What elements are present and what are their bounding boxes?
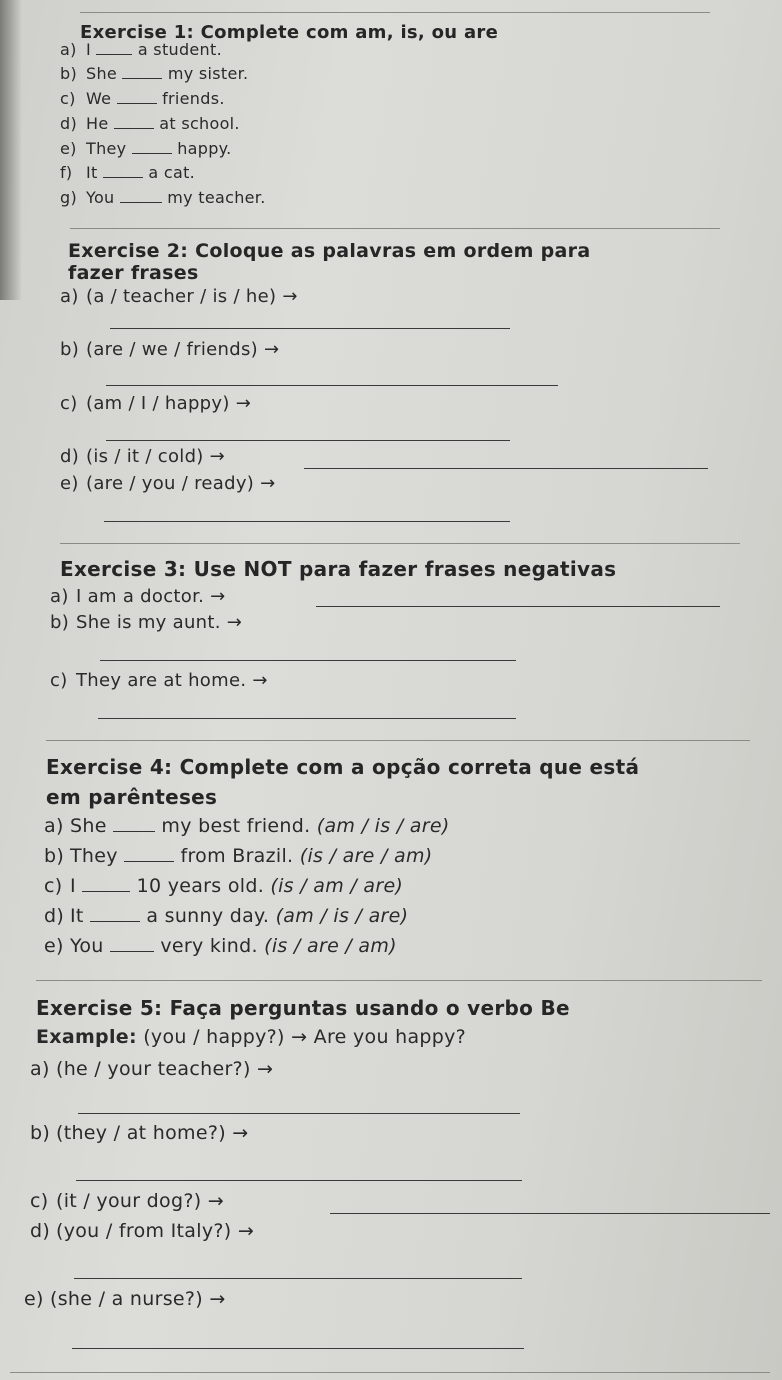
ex1-item-a: a) I a student. <box>60 40 222 59</box>
answer-blank[interactable] <box>113 830 155 832</box>
answer-blank[interactable] <box>132 152 172 154</box>
ex4-item-a: a) She my best friend. (am / is / are) <box>44 815 450 837</box>
divider <box>10 1372 770 1373</box>
answer-line[interactable] <box>330 1213 770 1214</box>
answer-line[interactable] <box>78 1113 520 1114</box>
ex2-item-d: d) (is / it / cold) → <box>60 446 226 467</box>
answer-line[interactable] <box>72 1348 524 1349</box>
exercise-4-title-cont: em parênteses <box>46 785 218 809</box>
ex1-item-f: f) It a cat. <box>60 163 196 182</box>
ex1-item-e: e) They happy. <box>60 139 232 158</box>
ex2-item-c: c) (am / I / happy) → <box>60 393 252 414</box>
ex4-item-d: d) It a sunny day. (am / is / are) <box>44 905 409 927</box>
answer-line[interactable] <box>106 385 558 386</box>
exercise-4-title: Exercise 4: Complete com a opção correta que está <box>46 755 640 779</box>
ex5-item-c: c) (it / your dog?) → <box>30 1190 224 1212</box>
answer-blank[interactable] <box>82 890 130 892</box>
exercise-1-title: Exercise 1: Complete com am, is, ou are <box>80 22 499 43</box>
divider <box>46 740 750 741</box>
ex4-item-c: c) I 10 years old. (is / am / are) <box>44 875 404 897</box>
ex2-item-e: e) (are / you / ready) → <box>60 473 276 494</box>
ex3-item-c: c) They are at home. → <box>50 670 268 691</box>
answer-line[interactable] <box>304 468 708 469</box>
ex2-item-b: b) (are / we / friends) → <box>60 339 280 360</box>
answer-line[interactable] <box>110 328 510 329</box>
answer-blank[interactable] <box>103 176 143 178</box>
ex1-item-c: c) We friends. <box>60 89 225 108</box>
answer-line[interactable] <box>98 718 516 719</box>
answer-blank[interactable] <box>124 860 174 862</box>
exercise-2-title: Exercise 2: Coloque as palavras em ordem para <box>68 240 591 262</box>
divider <box>70 228 720 229</box>
answer-blank[interactable] <box>117 102 157 104</box>
ex5-item-d: d) (you / from Italy?) → <box>30 1220 255 1242</box>
ex4-item-b: b) They from Brazil. (is / are / am) <box>44 845 433 867</box>
divider <box>80 12 710 13</box>
divider <box>36 980 762 981</box>
ex5-item-a: a) (he / your teacher?) → <box>30 1058 274 1080</box>
exercise-5-title: Exercise 5: Faça perguntas usando o verbo Be <box>36 996 570 1020</box>
ex5-item-e: e) (she / a nurse?) → <box>24 1288 226 1310</box>
ex1-item-d: d) He at school. <box>60 114 240 133</box>
answer-blank[interactable] <box>110 950 154 952</box>
answer-line[interactable] <box>106 440 510 441</box>
page-shadow <box>0 0 22 300</box>
answer-blank[interactable] <box>122 77 162 79</box>
answer-blank[interactable] <box>96 53 132 55</box>
ex3-item-a: a) I am a doctor. → <box>50 586 226 607</box>
answer-line[interactable] <box>76 1180 522 1181</box>
ex5-example: Example: (you / happy?) → Are you happy? <box>36 1026 467 1048</box>
ex2-item-a: a) (a / teacher / is / he) → <box>60 286 298 307</box>
ex1-item-g: g) You my teacher. <box>60 188 266 207</box>
divider <box>60 543 740 544</box>
answer-line[interactable] <box>316 606 720 607</box>
answer-line[interactable] <box>104 521 510 522</box>
ex5-item-b: b) (they / at home?) → <box>30 1122 249 1144</box>
answer-blank[interactable] <box>90 920 140 922</box>
ex3-item-b: b) She is my aunt. → <box>50 612 243 633</box>
exercise-2-title-cont: fazer frases <box>68 262 199 284</box>
answer-blank[interactable] <box>114 127 154 129</box>
exercise-3-title: Exercise 3: Use NOT para fazer frases negativas <box>60 557 617 581</box>
ex1-item-b: b) She my sister. <box>60 64 249 83</box>
answer-blank[interactable] <box>120 201 162 203</box>
answer-line[interactable] <box>74 1278 522 1279</box>
ex4-item-e: e) You very kind. (is / are / am) <box>44 935 397 957</box>
answer-line[interactable] <box>100 660 516 661</box>
